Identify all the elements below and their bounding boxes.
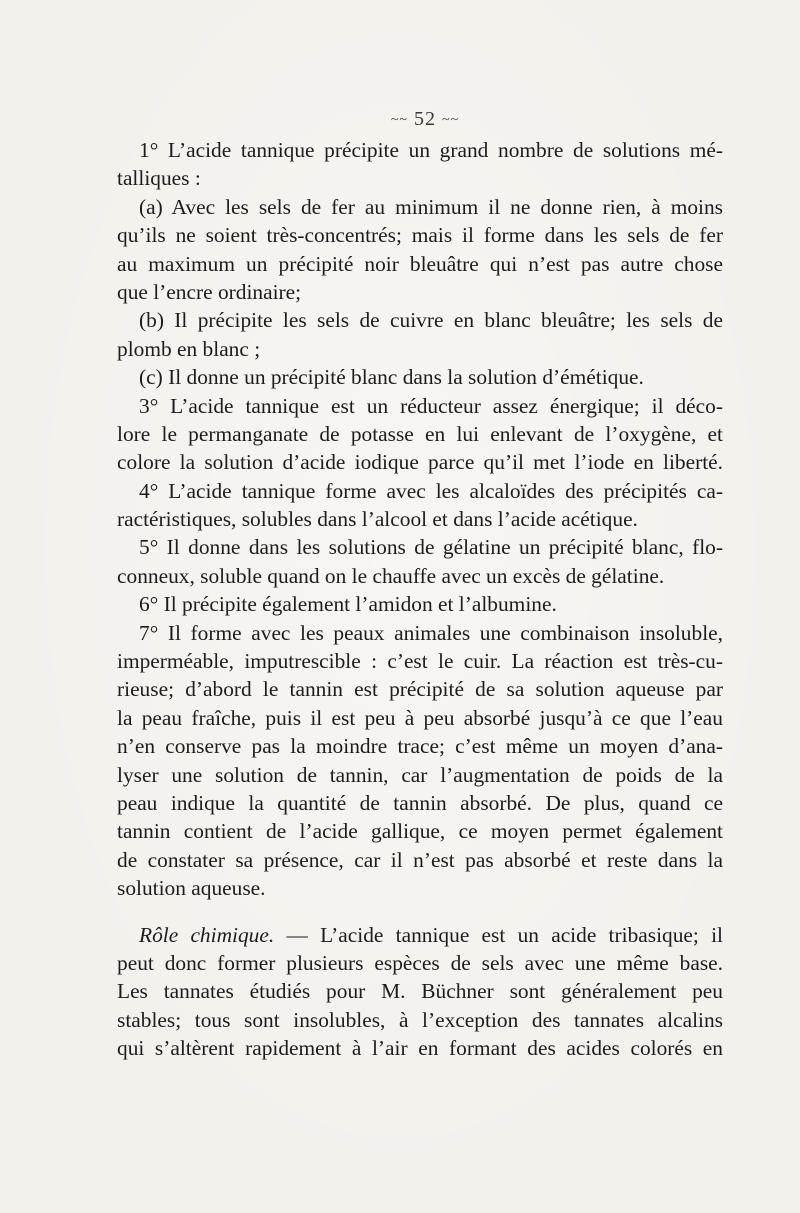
text-line: n’en conserve pas la moindre trace; c’est même un moyen d’ana- [117,734,723,759]
text-line: ractéristiques, solubles dans l’alcool et dans l’acide acétique. [117,507,638,532]
text-line: conneux, soluble quand on le chauffe avec un excès de gélatine. [117,563,665,588]
text-line: de constater sa présence, car il n’est pas absorbé et reste dans la [117,847,723,872]
text-line: (b) Il précipite les sels de cuivre en blanc bleuâtre; les sels de [139,308,723,333]
text-line: qui s’altèrent rapidement à l’air en formant des acides colorés en [117,1036,723,1061]
text-line: 7° Il forme avec les peaux animales une combinaison insoluble, [139,620,723,645]
text-line: que l’encre ordinaire; [117,279,302,304]
text-line: la peau fraîche, puis il est peu à peu absorbé jusqu’à ce que l’eau [117,705,723,730]
text-line: 5° Il donne dans les solutions de gélatine un précipité blanc, flo- [139,535,723,560]
text-line: 6° Il précipite également l’amidon et l’albumine. [139,592,557,617]
text-line: qu’ils ne soient très-concentrés; mais il forme dans les sels de fer [117,223,723,248]
text-line: peau indique la quantité de tannin absorbé. De plus, quand ce [117,790,723,815]
text-line: colore la solution d’acide iodique parce qu’il met l’iode en liberté. [117,450,723,475]
text-line: lyser une solution de tannin, car l’augmentation de poids de la [117,762,723,787]
text-line: solution aqueuse. [117,876,266,901]
text-line: tannin contient de l’acide gallique, ce moyen permet également [117,819,723,844]
text-line: 4° L’acide tannique forme avec les alcaloïdes des précipités ca- [139,478,723,503]
role-chimique-section [117,921,723,1063]
text-line: imperméable, imputrescible : c’est le cuir. La réaction est très-cu- [117,649,723,674]
text-line: 3° L’acide tannique est un réducteur assez énergique; il déco- [139,393,723,418]
text-line: Les tannates étudiés pour M. Büchner sont généralement peu [117,979,723,1004]
role-first-line [117,921,723,949]
text-line: rieuse; d’abord le tannin est précipité de sa solution aqueuse par [117,677,723,702]
text-line: au maximum un précipité noir bleuâtre qui n’est pas autre chose [117,251,723,276]
properties-section [117,136,723,903]
role-first-line-text: — L’acide tannique est un acide tribasique; il [274,922,723,947]
text-line: peut donc former plusieurs espèces de sels avec une même base. [117,950,723,975]
body-text [117,136,723,1063]
text-line: stables; tous sont insolubles, à l’exception des tannates alcalins [117,1007,723,1032]
text-line: talliques : [117,166,201,191]
text-line: 1° L’acide tannique précipite un grand nombre de solutions mé- [139,138,723,162]
text-line: lore le permanganate de potasse en lui enlevant de l’oxygène, et [117,421,723,446]
page-number: ~~ 52 ~~ [390,108,460,130]
text-line: plomb en blanc ; [117,336,261,361]
text-line: (a) Avec les sels de fer au minimum il ne donne rien, à moins [139,194,723,219]
text-line: (c) Il donne un précipité blanc dans la solution d’émétique. [139,365,644,390]
role-heading: Rôle chimique. [139,922,275,947]
page-number-value: 52 [414,108,436,130]
